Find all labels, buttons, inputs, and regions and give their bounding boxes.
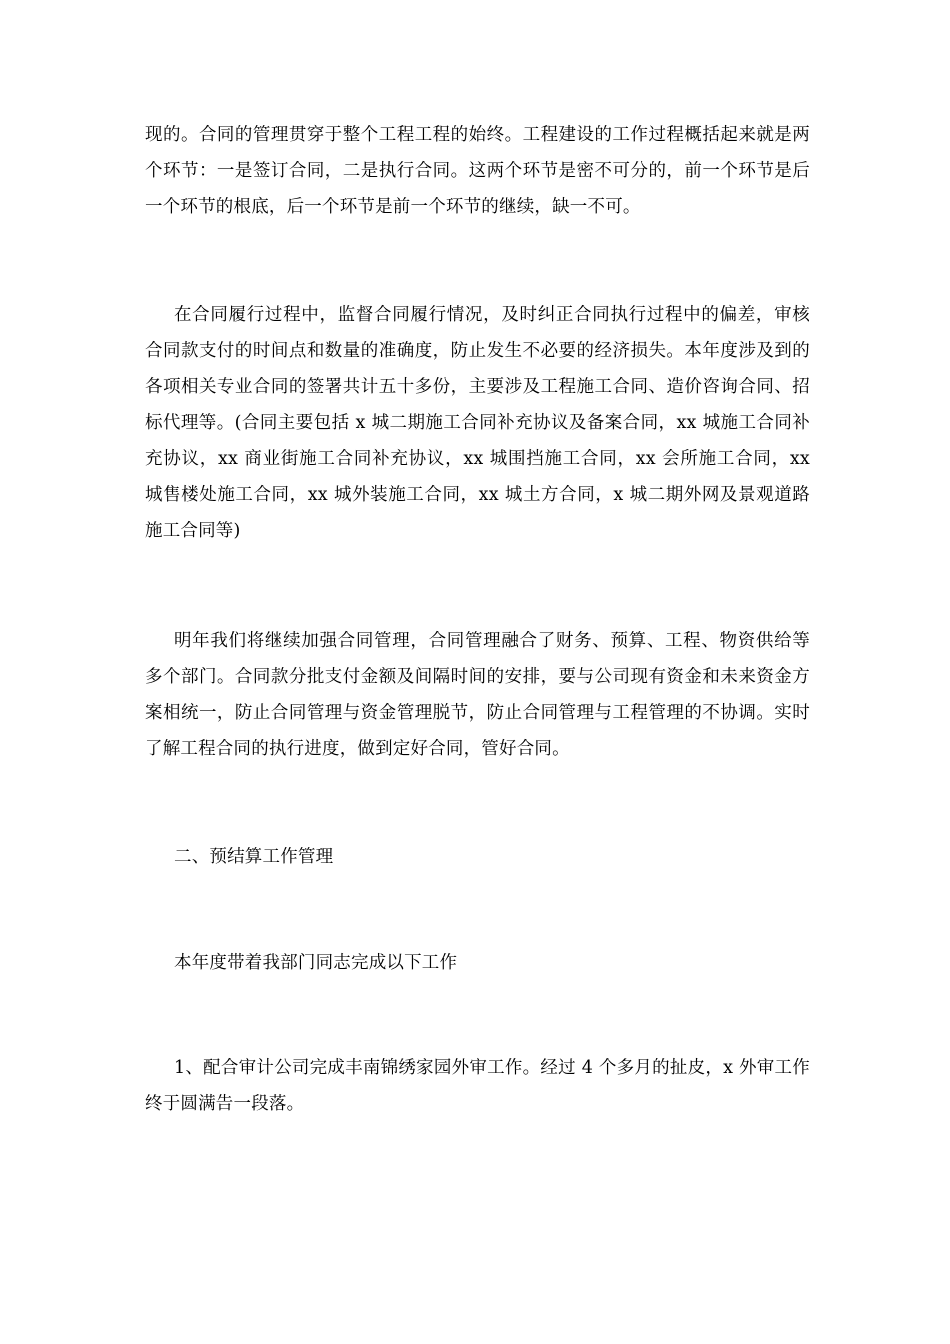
paragraph-next-year-plan: 明年我们将继续加强合同管理，合同管理融合了财务、预算、工程、物资供给等多个部门。合同款分批支付金额及间隔时间的安排，要与公司现有资金和未来资金方案相统一，防止合同管理与资金管理脱节，防止合同管理与工程管理的不协调。实时了解工程合同的执行进度，做到定好合同，管好合同。 <box>145 631 810 759</box>
section-heading-budget-settlement: 二、预结算工作管理 <box>174 847 334 867</box>
paragraph-audit-item-1: 1、配合审计公司完成丰南锦绣家园外审工作。经过 4 个多月的扯皮，x 外审工作终于圆满告一段落。 <box>145 1058 810 1114</box>
paragraph-work-intro: 本年度带着我部门同志完成以下工作 <box>174 953 458 973</box>
paragraph-contract-management-intro: 现的。合同的管理贯穿于整个工程工程的始终。工程建设的工作过程概括起来就是两个环节：一是签订合同，二是执行合同。这两个环节是密不可分的，前一个环节是后一个环节的根底，后一个环节是前一个环节的继续，缺一不可。 <box>145 125 810 217</box>
paragraph-contract-performance: 在合同履行过程中，监督合同履行情况，及时纠正合同执行过程中的偏差，审核合同款支付的时间点和数量的准确度，防止发生不必要的经济损失。本年度涉及到的各项相关专业合同的签署共计五十多份，主要涉及工程施工合同、造价咨询合同、招标代理等。(合同主要包括 x 城二期施工合同补充协议及备案合同，xx 城施工合同补充协议，xx 商业街施工合同补充协议，xx 城围挡施工合同，xx 会所施工合同，xx 城售楼处施工合同，xx 城外装施工合同，xx 城土方合同，x 城二期外网及景观道路施工合同等) <box>145 305 810 541</box>
